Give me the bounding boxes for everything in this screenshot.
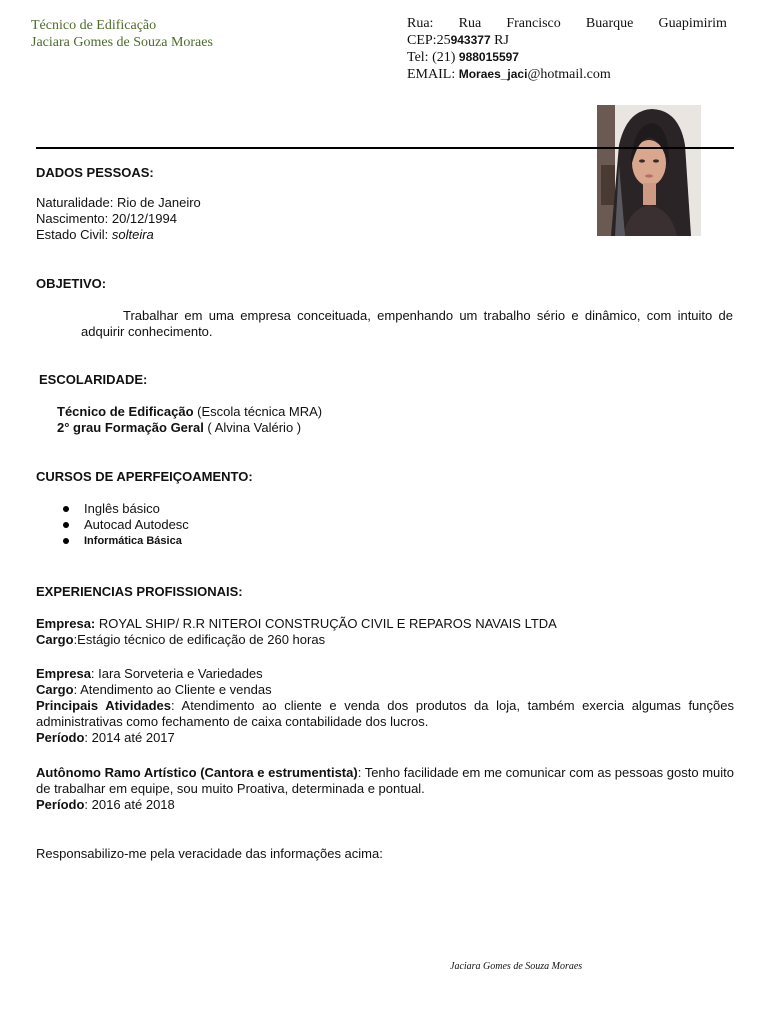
estado-civil-label: Estado Civil:: [36, 227, 112, 242]
empresa-label: Empresa:: [36, 616, 96, 631]
declaration-text: Responsabilizo-me pela veracidade das informações acima:: [36, 846, 383, 861]
address-label: Rua:: [407, 16, 434, 31]
candidate-name: Jaciara Gomes de Souza Moraes: [31, 35, 213, 50]
estado-civil-value: solteira: [111, 227, 154, 242]
section-title-experiencias: EXPERIENCIAS PROFISSIONAIS:: [36, 584, 243, 599]
section-title-dados: DADOS PESSOAS:: [36, 165, 154, 180]
job3-description: [36, 765, 734, 797]
job1-cargo: [36, 632, 734, 648]
nascimento: Nascimento: 20/12/1994: [36, 211, 177, 226]
experience-job2: [36, 666, 734, 746]
portrait-image: [597, 105, 701, 236]
escolaridade-list: [57, 404, 322, 436]
tel-label: Tel: (21): [407, 50, 459, 65]
job1-empresa: [36, 616, 734, 632]
email-line: [407, 66, 727, 83]
job2-periodo: [36, 730, 734, 746]
email-user: Moraes_jaci: [458, 67, 528, 81]
empresa-label: Empresa: [36, 666, 91, 681]
tel-value: 988015597: [458, 50, 519, 64]
escolaridade-course: 2° grau Formação Geral: [57, 420, 204, 435]
cargo-value: : Atendimento ao Cliente e vendas: [73, 682, 272, 697]
cep-value: 943377: [450, 33, 491, 47]
job2-atividades: [36, 698, 734, 730]
cargo-value: :Estágio técnico de edificação de 260 horas: [73, 632, 326, 647]
job3-text: : Tenho facilidade em me comunicar com as pessoas gosto muito de trabalhar em equipe, sou muito Proativa, determinada e pontual.: [36, 765, 734, 796]
section-title-cursos: CURSOS DE APERFEIÇOAMENTO:: [36, 469, 253, 484]
cep-line: [407, 32, 727, 49]
address-word: Buarque: [585, 16, 634, 31]
objetivo-text: Trabalhar em uma empresa conceituada, empenhando um trabalho sério e dinâmico, com intuito de adquirir conhecimento.: [81, 308, 733, 339]
address-word: Francisco: [506, 16, 561, 31]
naturalidade: Naturalidade: Rio de Janeiro: [36, 195, 201, 210]
job3-periodo: [36, 797, 734, 813]
periodo-value: : 2014 até 2017: [84, 730, 175, 745]
estado-civil: [36, 227, 201, 243]
escolaridade-course: Técnico de Edificação: [57, 404, 194, 419]
empresa-value: : Iara Sorveteria e Variedades: [90, 666, 263, 681]
dados-block: [36, 195, 201, 243]
periodo-label: Período: [36, 730, 85, 745]
job2-empresa: [36, 666, 734, 682]
escolaridade-school: (Escola técnica MRA): [193, 404, 323, 419]
experience-job3: [36, 765, 734, 813]
cargo-label: Cargo: [36, 682, 74, 697]
address-line: [407, 15, 727, 32]
experience-job1: [36, 616, 734, 648]
periodo-label: Período: [36, 797, 85, 812]
escolaridade-item: [57, 404, 322, 420]
signature-name: Jaciara Gomes de Souza Moraes: [450, 961, 583, 972]
periodo-value: : 2016 até 2018: [84, 797, 175, 812]
cep-suffix: RJ: [490, 33, 509, 48]
section-title-escolaridade: ESCOLARIDADE:: [39, 372, 148, 387]
job3-label: Autônomo Ramo Artístico (Cantora e estrumentista): [36, 765, 358, 780]
address-word: Rua: [458, 16, 482, 31]
list-item: Autocad Autodesc: [60, 517, 189, 533]
header-identity: [31, 17, 213, 51]
atividades-value: : Atendimento ao cliente e venda dos produtos da loja, também exercia algumas funções administrativas como fechamento de caixa contabilidade dos lucros.: [36, 698, 734, 729]
list-item: Inglês básico: [60, 501, 189, 517]
profile-photo: [597, 105, 701, 236]
header-divider: [36, 147, 734, 149]
empresa-value: ROYAL SHIP/ R.R NITEROI CONSTRUÇÃO CIVIL E REPAROS NAVAIS LTDA: [95, 616, 557, 631]
email-label: EMAIL:: [407, 67, 459, 82]
list-item: Informática Básica: [60, 533, 189, 549]
atividades-label: Principais Atividades: [36, 698, 172, 713]
tel-line: [407, 49, 727, 66]
escolaridade-item: [57, 420, 322, 436]
escolaridade-school: ( Alvina Valério ): [203, 420, 302, 435]
address-word: Guapimirim: [658, 16, 727, 31]
job2-cargo: [36, 682, 734, 698]
cargo-label: Cargo: [36, 632, 74, 647]
email-domain: @hotmail.com: [527, 67, 611, 82]
job-title: Técnico de Edificação: [31, 18, 157, 33]
cursos-list: [60, 501, 189, 549]
cep-label: CEP:25: [407, 33, 451, 48]
contact-block: [407, 15, 727, 83]
section-title-objetivo: OBJETIVO:: [36, 276, 107, 291]
